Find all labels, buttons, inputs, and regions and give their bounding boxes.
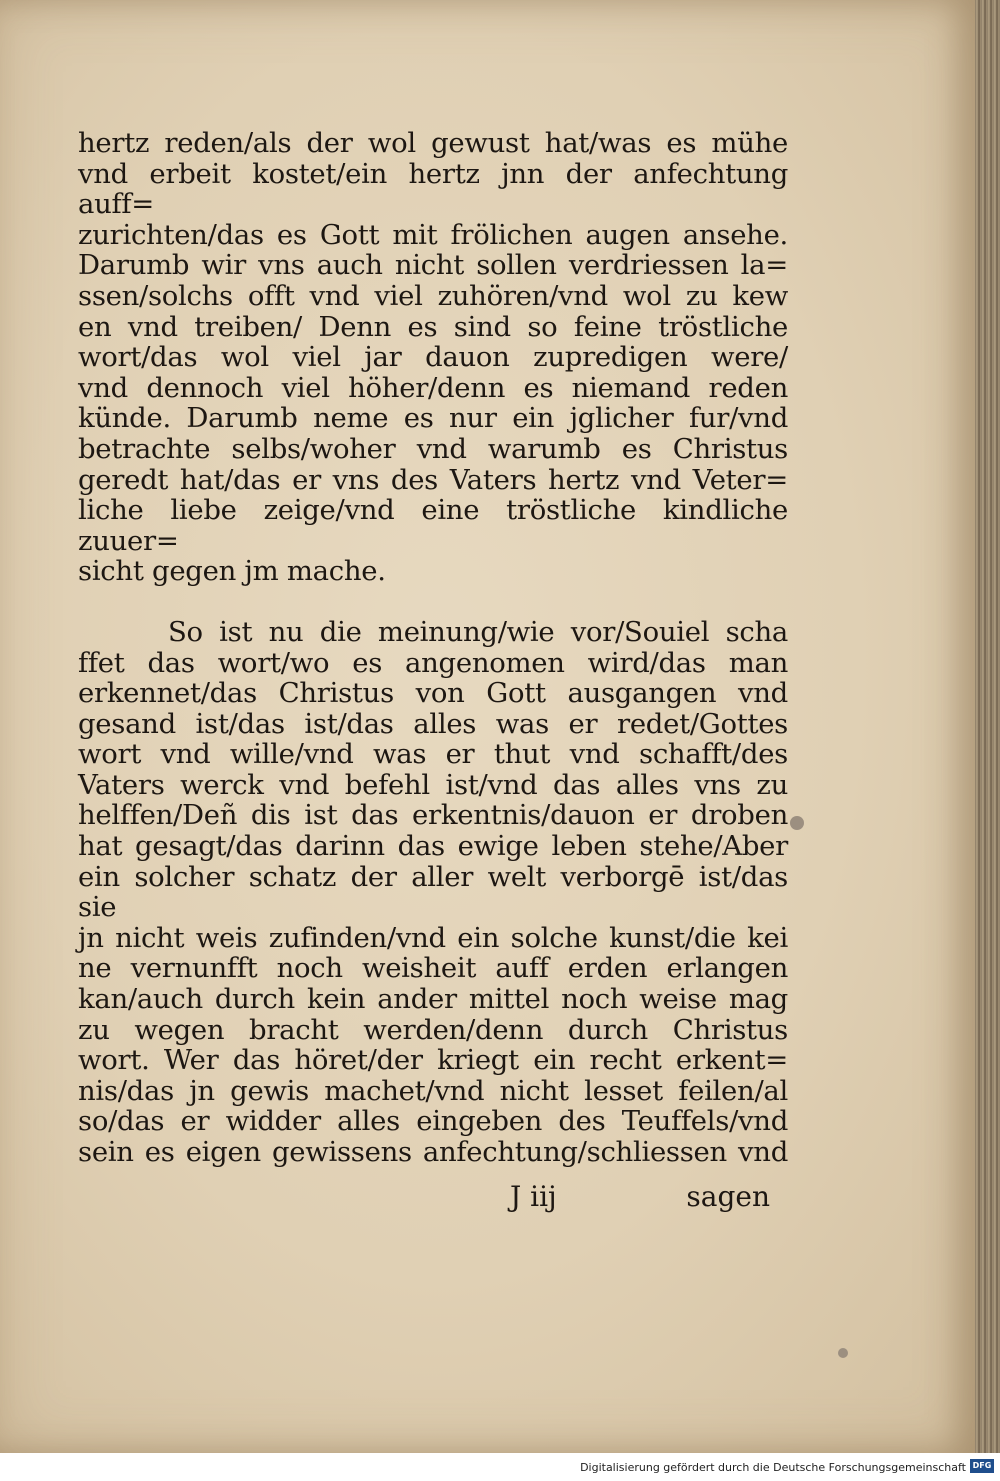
text-line: ffet das wort/wo es angenomen wird/das man xyxy=(78,646,788,679)
catchword: sagen xyxy=(686,1180,770,1213)
text-line: helffen/Deñ dis ist das erkentnis/dauon er droben xyxy=(78,799,788,832)
footer-bar xyxy=(0,1453,1000,1481)
text-line: wort. Wer das höret/der kriegt ein recht erkent= xyxy=(78,1044,788,1077)
text-line: geredt hat/das er vns des Vaters hertz vnd Veter= xyxy=(78,463,788,496)
dfg-logo: DFG xyxy=(970,1459,994,1473)
text-line: So ist nu die meinung/wie vor/Souiel scha xyxy=(168,615,788,648)
paper-stain xyxy=(790,816,804,830)
funding-credit: Digitalisierung gefördert durch die Deutsche Forschungsgemeinschaft xyxy=(580,1461,966,1474)
text-line: nis/das jn gewis machet/vnd nicht lesset feilen/al xyxy=(78,1074,788,1107)
text-line: ne vernunfft noch weisheit auff erden erlangen xyxy=(78,952,788,985)
text-line: ein solcher schatz der aller welt verborgē ist/das sie xyxy=(78,860,788,924)
page-edge xyxy=(975,0,1000,1453)
paragraph-2 xyxy=(78,617,788,1168)
text-block xyxy=(78,128,788,1168)
text-line: sein es eigen gewissens anfechtung/schliessen vnd xyxy=(78,1136,788,1168)
text-line: gesand ist/das ist/das alles was er redet/Gottes xyxy=(78,707,788,740)
text-line: vnd dennoch viel höher/denn es niemand reden xyxy=(78,371,788,404)
text-line: künde. Darumb neme es nur ein jglicher fur/vnd xyxy=(78,402,788,435)
text-line: kan/auch durch kein ander mittel noch weise mag xyxy=(78,983,788,1016)
text-line: Vaters werck vnd befehl ist/vnd das alles vns zu xyxy=(78,768,788,801)
text-line: wort/das wol viel jar dauon zupredigen were/ xyxy=(78,341,788,374)
signature-mark: J iij xyxy=(510,1180,557,1213)
text-line: hat gesagt/das darinn das ewige leben stehe/Aber xyxy=(78,830,788,863)
paper-stain xyxy=(838,1348,848,1358)
text-line: wort vnd wille/vnd was er thut vnd schafft/des xyxy=(78,738,788,771)
text-line: so/das er widder alles eingeben des Teuffels/vnd xyxy=(78,1105,788,1138)
text-line: Darumb wir vns auch nicht sollen verdriessen la= xyxy=(78,249,788,282)
text-line: vnd erbeit kostet/ein hertz jnn der anfechtung auff= xyxy=(78,157,788,221)
text-line: betrachte selbs/woher vnd warumb es Christus xyxy=(78,432,788,465)
paragraph-1 xyxy=(78,128,788,587)
text-line: ssen/solchs offt vnd viel zuhören/vnd wol zu kew xyxy=(78,279,788,312)
text-line: zu wegen bracht werden/denn durch Christus xyxy=(78,1013,788,1046)
text-line: en vnd treiben/ Denn es sind so feine tröstliche xyxy=(78,310,788,343)
text-line: sicht gegen jm mache. xyxy=(78,555,386,588)
text-line: hertz reden/als der wol gewust hat/was es mühe xyxy=(78,127,788,159)
text-line: zurichten/das es Gott mit frölichen augen ansehe. xyxy=(78,218,788,251)
text-line: liche liebe zeige/vnd eine tröstliche kindliche zuuer= xyxy=(78,494,788,557)
text-line: jn nicht weis zufinden/vnd ein solche kunst/die kei xyxy=(78,921,788,954)
text-line: erkennet/das Christus von Gott ausgangen vnd xyxy=(78,677,788,710)
